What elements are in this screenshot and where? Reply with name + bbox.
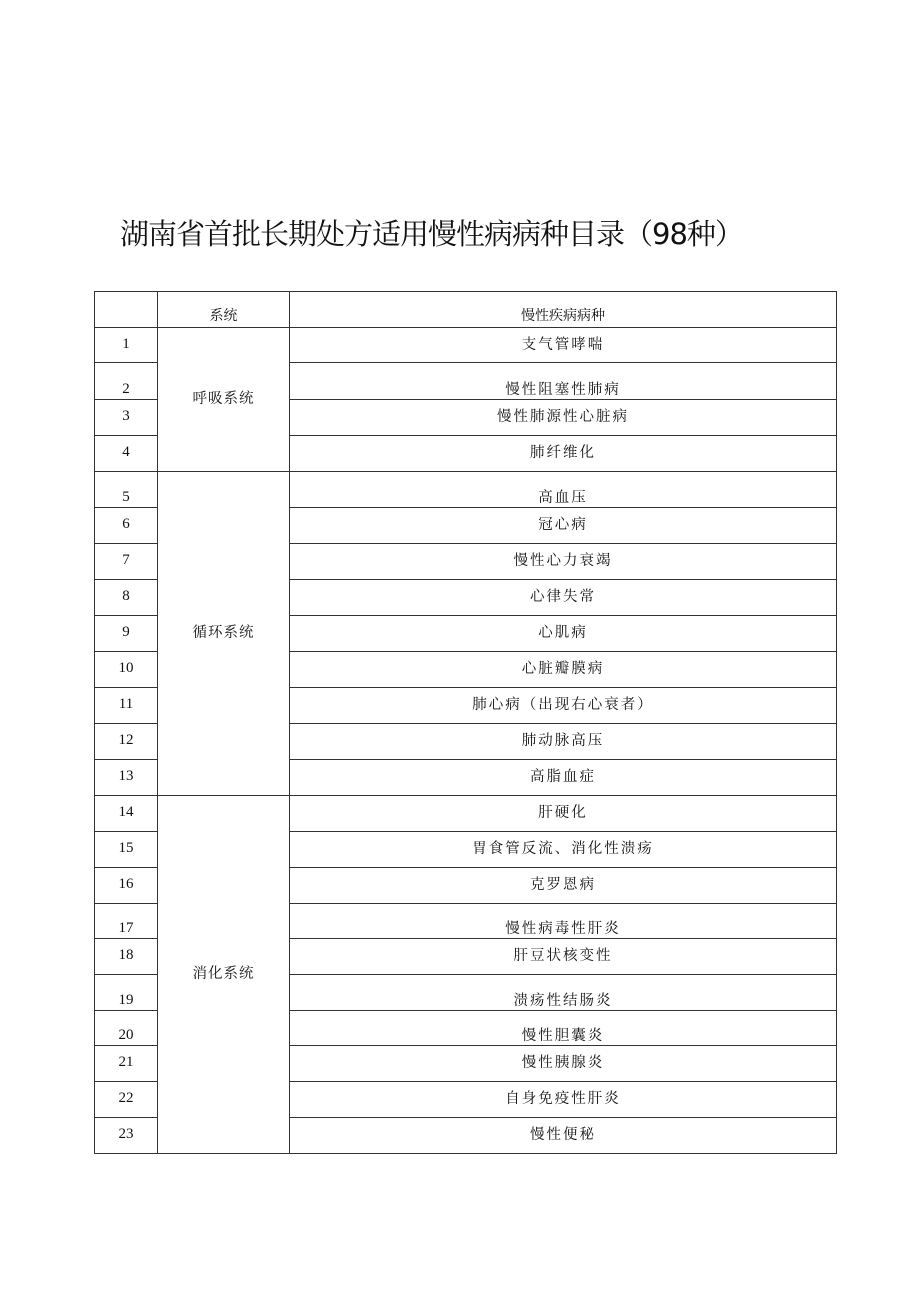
header-number — [95, 292, 158, 328]
header-disease: 慢性疾病病种 — [290, 292, 837, 328]
disease-name: 肺动脉高压 — [290, 724, 837, 760]
row-number: 8 — [95, 580, 158, 616]
table-row — [95, 472, 837, 508]
disease-name: 支气管哮喘 — [290, 328, 837, 363]
row-number: 10 — [95, 652, 158, 688]
disease-name: 高血压 — [290, 472, 837, 508]
row-number: 5 — [95, 472, 158, 508]
disease-name: 心肌病 — [290, 616, 837, 652]
disease-name: 高脂血症 — [290, 760, 837, 796]
row-number: 12 — [95, 724, 158, 760]
row-number: 4 — [95, 436, 158, 472]
row-number: 21 — [95, 1046, 158, 1082]
system-cell: 呼吸系统 — [158, 328, 290, 472]
system-cell: 循环系统 — [158, 472, 290, 796]
disease-name: 肝豆状核变性 — [290, 939, 837, 975]
disease-name: 慢性便秘 — [290, 1118, 837, 1154]
row-number: 7 — [95, 544, 158, 580]
row-number: 1 — [95, 328, 158, 363]
row-number: 15 — [95, 832, 158, 868]
disease-name: 溃疡性结肠炎 — [290, 975, 837, 1011]
disease-name: 慢性心力衰竭 — [290, 544, 837, 580]
disease-name: 慢性胆囊炎 — [290, 1011, 837, 1046]
disease-name: 冠心病 — [290, 508, 837, 544]
disease-name: 胃食管反流、消化性溃疡 — [290, 832, 837, 868]
disease-name: 慢性肺源性心脏病 — [290, 400, 837, 436]
disease-name: 肺纤维化 — [290, 436, 837, 472]
row-number: 14 — [95, 796, 158, 832]
disease-name: 肝硬化 — [290, 796, 837, 832]
disease-name: 心脏瓣膜病 — [290, 652, 837, 688]
header-system: 系统 — [158, 292, 290, 328]
row-number: 13 — [95, 760, 158, 796]
table-header-row — [95, 292, 837, 328]
row-number: 17 — [95, 904, 158, 939]
table-row — [95, 328, 837, 363]
disease-name: 慢性病毒性肝炎 — [290, 904, 837, 939]
row-number: 3 — [95, 400, 158, 436]
disease-name: 自身免疫性肝炎 — [290, 1082, 837, 1118]
row-number: 19 — [95, 975, 158, 1011]
row-number: 2 — [95, 363, 158, 400]
row-number: 11 — [95, 688, 158, 724]
row-number: 22 — [95, 1082, 158, 1118]
row-number: 16 — [95, 868, 158, 904]
table-row — [95, 796, 837, 832]
row-number: 18 — [95, 939, 158, 975]
row-number: 9 — [95, 616, 158, 652]
disease-name: 肺心病（出现右心衰者） — [290, 688, 837, 724]
row-number: 6 — [95, 508, 158, 544]
disease-table — [94, 291, 837, 1154]
table-body — [95, 328, 837, 1154]
disease-name: 慢性阻塞性肺病 — [290, 363, 837, 400]
row-number: 23 — [95, 1118, 158, 1154]
disease-name: 克罗恩病 — [290, 868, 837, 904]
disease-name: 心律失常 — [290, 580, 837, 616]
page-title: 湖南省首批长期处方适用慢性病病种目录（98种） — [120, 217, 743, 251]
system-cell: 消化系统 — [158, 796, 290, 1154]
disease-name: 慢性胰腺炎 — [290, 1046, 837, 1082]
row-number: 20 — [95, 1011, 158, 1046]
